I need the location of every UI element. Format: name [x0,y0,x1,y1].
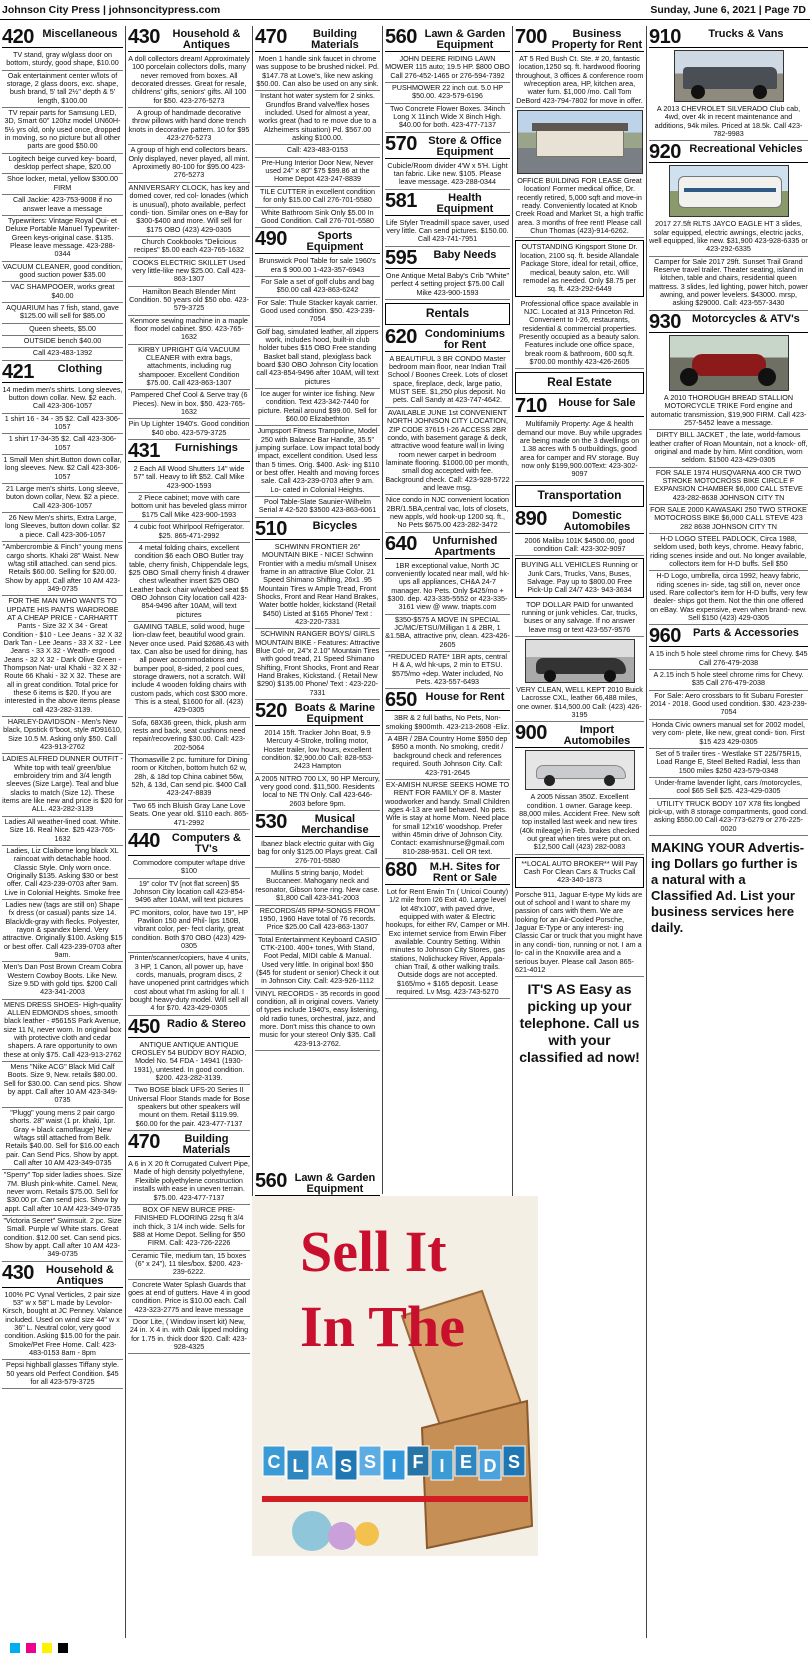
classified-ad: A doll collectors dream! Approximately 100 porcelain collectors dolls, many never removed from boxes. All decorated dresses. Great for resale, childrens' gifts, seniors' gifts. All 100 for $50. 423-276-5273 [128,54,250,108]
publication-name: Johnson City Press | johnsoncitypress.com [2,4,221,16]
classified-ad: Lot for Rent Erwin Tn ( Unicoi County) 1/2 mile from I26 Exit 40. Large level lot 48'x100', with paved drive, equipped with water & Electric hookups, for either RV, Camper or MH. Exc internet service from Erwin Fiber available. Country Setting. Within minutes to Johnson City Stores, gas stations, Nolichuckey River, Appala- chian Trail, & other walking trails. Outside dogs are not accepted. $165/mo + $165 deposit. Lease required. Lv Msg. 423-743-5270 [385,887,510,999]
category-header-890: 890 Domestic Automobiles [515,510,644,534]
magenta-swatch [26,1643,36,1653]
banner-letter: F [412,1452,424,1472]
classified-ad: Commodore computer w/tape drive $100 [128,858,250,879]
classified-ad: Queen sheets, $5.00 [2,324,123,336]
classified-ad: Pampered Chef Cool & Serve tray (6 Pieces). New in box. $50. 423-765-1632 [128,390,250,419]
classified-ad: FOR SALE 1974 HUSQVARNA 400 CR TWO STROKE MOTOCROSS BIKE CIRCLE F EXPANSION CHAMBER $6,000 CALL STEVE 423-282-8638 JOHNSON CITY TN [649,468,808,505]
classified-ad: EX-AMISH NURSE SEEKS HOME TO RENT FOR FAMILY OF 8. Master woodworker and handy. Small Children ages 4-13 are well behaved. No pets. Wife is stay at home Mom. Need place for small 12'x16' woodshop. Prefer within 45min drive of Johnson City. Contact: examishnurse@gmail.com 810-288-9531. Cell OR text. [385,780,510,859]
classified-ad: Ibanez black electric guitar with Gig bag for only $125.00 Plays great. Call 276-701-5580 [255,839,380,868]
classified-ad: Shoe locker, metal, yellow $300.00 FIRM [2,174,123,195]
classified-ad: Mullins 5 string banjo, Model: Buccaneer. Mahogany neck and resonator, Gibson tone ring. New case. $1,800 Call 423-341-2003 [255,868,380,905]
classified-ad: Ladies new (tags are still on) Shape fx dress (or casual) pants size 14. Black/dk-gray with flecks. Polyester, rayon & spandex blend. Very attractive. Originally $100. Asking $15 or best offer. Call 423-239-0703 after 9am. [2,900,123,962]
classified-ad: Nice condo in NJC convenient location 2BR/1.5BA,central vac, lots of closets, new appls, w/d hook-up 1200 sq. ft., No Pets $675.00 423-282-3472 [385,495,510,532]
classified-ad: TILE CUTTER in excellent condition for only $15.00 Call 276-701-5580 [255,187,380,208]
classified-ad: Moen 1 handle sink faucet in chrome was suppose to be brushed nickel. Pd. $147.78 at Lowe's, like new asking $50.00. Can also be used on any sink. [255,54,380,91]
classified-ad: 26 New Men's shirts, Extra Large, long Sleeves, button down collar. $2 a piece. Call 423-306-1057 [2,513,123,542]
banner-letter: A [315,1452,329,1472]
sell-it-in-the-classifieds-banner [252,1196,538,1556]
category-header-560-b: 560 Lawn & Garden Equipment [255,1172,380,1196]
category-header-570: 570 Store & Office Equipment [385,135,510,159]
classified-ad: A 2005 Nissan 350Z. Excellent condition. 1 owner. Garage keep. 88,000 miles. Accident Free. New soft top installed last week and new tires (40k mileage) in Feb. brakes checked out great when tires were put on. $12,500 Call (423) 282-0083 [515,792,644,854]
classified-ad: Ladies, Liz Claiborne long black XL raincoat with detachable hood. Classic Style. Only worn once. Originally $135. Asking $30 or best offer. Call 423-239-0703 after 9am. Live in Colonial Heights. Smoke free [2,846,123,900]
classified-ad: Ladies All weather-lined coat. White. Size 16. Real Nice. $25 423-765-1632 [2,817,123,846]
classified-ad: Ceramic Tile, medium tan, 15 boxes (6" x 24"), 11 tiles/box. $200. 423-239-6222. [128,1251,250,1280]
classified-ad: 2 Each All Wood Shutters 14" wide 57" tall. Heavy to lift $52. Call Mike 423-900-1593 [128,464,250,493]
category-header-430: 430 Household & Antiques [2,1264,123,1288]
classified-ad: Pool Table-Slate Saunier-Wilhelm Serial # 42-520 $3500 423-863-6061 [255,497,380,518]
classified-ad: Thomasville 2 pc. furniture for Dining room or Kitchen, bottom hutch 62 w, 28h, & 18d top China cabinet 56w, 52h, & 13d, Can send pic. $400 Call 423-247-8839 [128,755,250,801]
promo-easy-as-picking: IT'S AS Easy as picking up your telephone. Call us with your classified ad now! [519,981,640,1066]
classified-ad: Total Entertainment Keyboard CASIO CTK-2100. 400+ tones, With Stand, Foot Pedal, MIDI cable & Manual. Used very little. In original box! $50 ($45 for student or senior) Check it out in Johnson City. Call: 423-926-1112 [255,935,380,989]
banner-letter: S [507,1452,521,1472]
trike-motorcycle-photo [669,335,789,391]
classified-ad: 1BR exceptional value, North JC conveniently located near mall, w/d hk-ups all appliances, CH&A 24-7 manager. No Pets. Only $425/mo + $300. dep. 423-335-5552 or 423-335-3161 view @ www. triapts.com [385,561,510,615]
section-band-rentals: Rentals [385,303,510,325]
classified-ad: 21 Large men's shirts. Long sleeve, buton down collar, New. $2 a piece. Call 423-306-1057 [2,484,123,513]
category-header-595: 595 Baby Needs [385,249,510,269]
banner-word-in-the: In The [300,1294,465,1359]
category-header-520: 520 Boats & Marine Equipment [255,702,380,726]
classified-ad: TV stand, gray w/glass door on bottom, sturdy, good shape, $10.00 [2,50,123,71]
yellow-swatch [42,1643,52,1653]
classified-ad: FOR THE MAN WHO WANTS TO UPDATE HIS PANTS WARDROBE AT A CHEAP PRICE - CARHARTT Pants - Size 32 X 34 - Great Condition - $10 - Lee Jeans - 32 X 32 Dark Tan - Lee Jeans - 33 X 32 - Lee Jeans - 33 X 32 - Weath- ergood Jeans - 32 X 32 - Dark Olive Green - Thompson Nat- ural Khaki - 32 X 32 - Route 66 Khaki - 32 X 32. These are all in great condition. Total price for these 6 items is $20. If you are interested in the above items please call 423-282-3139. [2,596,123,717]
classified-ad: "Sperry" Top sider ladies shoes. Size 7M. Blush pink-white. Camel. New, never worn. Retails $75.00. Sell for $30.00 pr. Can send pics. Show by appt. Call after 10 AM 423-349-0735 [2,1170,123,1216]
banner-letter: I [439,1456,445,1476]
classified-ad: A 6 in X 20 ft Corrugated Culvert Pipe, Made of high density polyethylene, Flexible polyethylene construction installs with ease in uneven terrain. $75.00. 423-477-7137 [128,1159,250,1205]
classified-ad: Golf bag, simulated leather, all zippers work, includes hood, built-in club holder tubes $15 OBO Free standing Basket ball stand, plexiglass back board $30 OBO Johnson City location call 423-854-9496 after 10AM, will text pictures [255,327,380,389]
banner-word-sell-it: Sell It [300,1219,447,1284]
classified-ad: BOX OF NEW BURCE PRE-FINISHED FLOORING 22sq ft 3/4 inch thick, 3 1/4 inch wide. Sells for $88 at Home Depot. Selling for $50 FIRM. Call: 423-726-2226 [128,1205,250,1251]
classified-ad: Typewriters: Vintage Royal Qui- et Deluxe Portable Manuel Typewriter-Green keys-original case. $135. Please leave message. 423-288-0344 [2,216,123,262]
classified-ad: Mens "Nike ACG" Black Mid Calf Boots. Size 9, New. retails $80.00. Sell for $30.00. Can send pics. Show by appt. Call after 10 AM 423-349-0735 [2,1062,123,1108]
classified-ad: One Antique Metal Baby's Crib "White" perfect 4 setting project $75.00 Call Mike 423-900-1593 [385,271,510,300]
category-header-620: 620 Condominiums for Rent [385,328,510,352]
classified-ad: 1 Small Men shirt.Button down collar, long sleeves. New. $2 Call 423-306-1057 [2,455,123,484]
classified-ad: TV repair parts for Samsung LED, 3D, Smart 60" 120hz model UN60H- 5½ yrs old, only used once, dropped in moving, so no picture but all other parts are good $50.00 [2,108,123,154]
category-header-960: 960 Parts & Accessories [649,627,808,647]
classified-ad: Pin Up Lighter 1940's. Good condition $40 obo. 423-579-3725 [128,419,250,440]
classified-ad: ANTIQUE ANTIQUE ANTIQUE CROSLEY 54 BUDDY BOY RADIO, Model No. 54 FDA - 14941 (1930-1931), untested. In good condition. $200. 423-282-3139. [128,1040,250,1086]
banner-letter: E [459,1452,473,1472]
column-6 [646,26,810,1638]
classified-ad: DIRTY BILL JACKET , the late, world-famous leather crafter of Roan Mountain, not a knock- off, original and made by him. Mint condition, worn seldom. $1500 423-429-0305 [649,430,808,467]
classified-ad: H-D LOGO STEEL PADLOCK, Circa 1988, seldom used, both keys, chrome. Heavy fabric, riding scenes inside and out. No longer available, collectors item for H-D buffs. Sell $50 [649,534,808,571]
classified-ad: Hamilton Beach Blender Mint Condition. 50 years old $50 obo. 423-579-3725 [128,287,250,316]
classified-ad: White Bathroom Sink Only $5.00 In Good Condition. Call 276-701-5580 [255,208,380,229]
classified-ad: 3BR & 2 full baths, No Pets, Non-smoking $900mth. 423-213-2608 -Eliz. [385,713,510,734]
category-header-420: 420 Miscellaneous [2,28,123,48]
category-header-920: 920 Recreational Vehicles [649,143,808,163]
classified-ad: Two Concrete Flower Boxes. 34inch Long X 11inch Wide X 8inch High. $40.00 for both. 423-477-7137 [385,104,510,133]
classified-ad: OFFICE BUILDING FOR LEASE Great location! Former medical office, Dr. recently retired, 5,000 sqft and move-in ready. Conveniently located at Knob Creek Road and Market St, a high traffic area. 3 months of free rent! Please call Chun Thomas (423)-914-6262. [515,176,644,238]
classified-ad: Men's Dan Post Brown Cream Cobra Western Cowboy Boots. Like New. Size 9.5D with gold tips. $200 Call 423-341-2003 [2,962,123,999]
category-header-650: 650 House for Rent [385,691,510,711]
column-3-continued [252,1170,382,1196]
banner-letter: S [339,1456,353,1476]
jayco-rv-photo [669,165,789,217]
classified-ad: Call: 423-483-0153 [255,145,380,157]
category-header-430: 430 Household & Antiques [128,28,250,52]
category-header-710: 710 House for Sale [515,397,644,417]
buick-car-photo [525,639,635,683]
classified-ad: A 2.15 inch 5 hole steel chrome rims for Chevy. $35 Call 276-479-2038 [649,670,808,691]
classified-ad: For Sale: Aero crossbars to fit Subaru Forester 2014 - 2018. Good used condition. $30. 423-239-7054 [649,691,808,720]
category-header-490: 490 Sports Equipment [255,230,380,254]
classified-ad: H-D Logo, umbrella, circa 1992, heavy fabric, riding scenes in- side, tag still on, never once used. Rare collector's item for H-D buffs, very few dealer- ships got them. Not the thin one offered on eBay. Was expensive, even when brand- new. Sell $150 (423) 429-0305 [649,571,808,625]
classified-ad: SCHWINN FRONTIER 26" MOUNTAIN BIKE - NICE! Schwinn Frontier with a mediu m/small Unisex frame in an attractive Blue Color. 21 Speed Shimano Shifting, 26x1 .95 Mountain Tires w Ample Tread, Front Shocks, Front and Rear Hand Brakes, Water bottle holder, kickstand (Retail $450) Listed at $165 Phone/ Text : 423-220-7331 [255,542,380,629]
classified-ad: Door Lite, ( Window insert kit) New, 24 in. X 4 in. with Oak lipped molding for 1.75 in. thick door $20. Call: 423-928-4325 [128,1317,250,1354]
classified-ad: LADIES ALFRED DUNNER OUTFIT - White top with teal/ green/blue embroidery trim and 3/4 length sleeves (Size Large). Teal and blue slacks to match (Size 12). These items are like new and price is $20 for ALL. 423-282-3139 [2,754,123,816]
classified-ad: Concrete Water Splash Guards that goes at end of gutters. Have 4 in good condition. Price is $10.00 each. Call 423-323-2775 and leave message [128,1280,250,1317]
banner-letter: S [363,1452,377,1472]
classified-ad: "Plugg" young mens 2 pair cargo shorts. 28" waist (1 pr. khaki, 1pr. Gray + black camoflauge) New w/tags still attached from Belk. Retails $40.00. Sell for $16.00 each pair. Can Send Pics. Show by appt. Call after 10 AM 423-349-0735 [2,1108,123,1170]
banner-artwork [252,1196,538,1556]
classified-ad: $350-$575 A MOVE IN SPECIAL JC/MC/ETSU/Milligan 1 & 2BR, 1 &1.5BA, attractive priv, clean. 423-426-2605 [385,615,510,652]
column-1 [0,26,125,1638]
category-header-680: 680 M.H. Sites for Rent or Sale [385,861,510,885]
category-header-421: 421 Clothing [2,363,123,383]
classified-ad: Camper for Sale 2017 29ft. Sunset Trail Grand Reserve travel trailer. Theater seating, island in kitchen, table and chairs, residential queen mattress. 3 slides, led lighting, power hitch, power awning, and power levelers. $43000. mrsp, asking $29000. Call: 423-557-3430 [649,257,808,311]
classified-ad: 2 Piece cabinet; move with care bottom unit has beveled glass mirror $175 Call Mike 423-900-1593 [128,493,250,522]
column-2 [125,26,252,1638]
category-header-470: 470 Building Materials [255,28,380,52]
category-header-910: 910 Trucks & Vans [649,28,808,48]
promo-making-your-ad-dollars: MAKING YOUR Advertis- ing Dollars go further is a natural with a Classified Ad. List your business services here daily. [651,839,805,935]
section-band-real-estate: Real Estate [515,372,644,394]
classified-ad: "Victoria Secret" Swimsuit. 2 pc. Size Small. Purple w/ White stars. Great condition. $12.00 set. Can send pics. Show by appt. Call after 10 AM 423-349-0735 [2,1216,123,1262]
classified-ad: "Ambercrombie & Finch" young mens cargo shorts. Khaki 28" Waist. New w/tag still attached. can send pics. Retails $60.00. Selling for $20.00. Show by appt. Call after 10 AM 423-349-0735 [2,542,123,596]
classified-ad: AVAILABLE JUNE 1st CONVENIENT NORTH JOHNSON CITY LOCATION, ZIP CODE 37615 I-26 ACCESS 2BR condo, with basement garage & deck, attractive wood feature wall in living room newer carpet in bedroom laminate flooring. $1000.00 per month, small dog accepted with fee. Background check. Call: 423-928-5722 and leave msg. [385,408,510,495]
classified-ad: 19" color TV [not flat screen] $5 Johnson City location call 423-854-9496 after 10AM, will text pictures [128,879,250,908]
classified-ad: 1 shirt 16 - 34 - 35 $2. Call 423-306-1057 [2,414,123,435]
category-header-560: 560 Lawn & Garden Equipment [385,28,510,52]
category-header-930: 930 Motorcycles & ATV's [649,313,808,333]
issue-date-page: Sunday, June 6, 2021 | Page 7D [650,4,806,16]
classified-ad: VAC SHAMPOOER, works great $40.00 [2,282,123,303]
classified-ad: Brunswick Pool Table for sale 1960's era $ 900.00 1-423-357-6943 [255,256,380,277]
classified-ad: GAMING TABLE, solid wood, huge lion-claw feet, beautiful wood grain. Never once used. Paid $2686.43 with tax. Can also be used for dining, has all power accommodations and bumper pool, 8-sided, 2 pool cues, storage drawers, not a scratch. Will include 4 wooden folding chairs with custom pads, which cost $300 more. This is a steal, $1600 for all. (423) 429-0305 [128,622,250,718]
classified-ad: Logitech beige curved key- board, desktop perfect shape, $20.00 [2,154,123,175]
classified-ad: AT 5 Red Bush Ct. Ste. # 20, fantastic location,1250 sq. ft. hardwood flooring throughout, 3 offices & conference room w/reception area, HP, kitchen area, water furn. $1,000 /mo. Call Tom DeBord 423-794-7802 for move in offer. [515,54,644,108]
classified-ad: Instant hot water system for 2 sinks. Grundfos Brand valve/flex hoses included. Used for almost a year, works great (had to re move due to a Alzheimers situation) Pd. $567.00 asking $100.00. [255,91,380,145]
silverado-truck-photo [674,50,784,102]
classified-ad: Cubicle/Room divider 4'W x 5'H. Light tan fabric. Like new. $105. Please leave message. 423-288-0344 [385,161,510,190]
black-swatch [58,1643,68,1653]
classified-ad: A group of high end collectors bears. Only displayed, never played, all mint. Aproximetly 80-100 for $95.00 423-276-5273 [128,145,250,182]
classified-ad: KIRBY UPRIGHT G/4 VACUUM CLEANER with extra bags, attachments, including rug shampooer. Excellent Condition $75.00. Call 423-863-1307 [128,345,250,391]
classified-ad: Multifamily Property: Age & health demand our move. Buy while upgrades are being made on the 3 dwellings on 1.38 acres with 5 outbuildings, good area for camper and RV storage. Buy now only $199,900.00Text: 423-302-9097 [515,419,644,481]
classified-ad: A 4BR / 2BA Country Home $950 dep $950 a month. No smoking, credit / background check and references required. South Johnson City. Call: 423-791-2645 [385,734,510,780]
classified-ad: A 2010 THOROUGH BREAD STALLION MOTORCYCLE TRIKE Ford engine and automatic transmission, $19,900 FIRM. Call 423-257-5452 leave a message. [649,393,808,430]
column-5 [512,26,646,1196]
classified-ad: Printer/scanner/copiers, have 4 units, 3 HP, 1 Canon, all power up, have cords, manuals, program discs, 2 have unopened print cartridges which cost about what I'm asking for all. I bought heavy-duty model. Will sell all 4 for $70. 423-429-0305 [128,953,250,1015]
banner-letter: C [267,1452,281,1472]
classified-ad: 100% PC Vynal Verticles, 2 pair size 53" w x 58" L made by Levolor-Kirsch, bought at JC Penney. Valance included. Used on wind size 44" w x 36" L. Neutral color, very good condition. Asking $15.00 for the pair. Smoke/Pet Free Home. Call: 423-483-0153 8am - 8pm [2,1290,123,1361]
category-header-700: 700 Business Property for Rent [515,26,643,51]
category-header-900: 900 Import Automobiles [515,724,644,748]
classified-ad: For Sale: Thule Stacker kayak carrier. Good used condition. $50. 423-239-7054 [255,298,380,327]
banner-letter: D [483,1456,497,1476]
classified-ad: COOKS ELECTRIC SKILLET Used very little-like new $25.00. Call 423-863-1307 [128,258,250,287]
category-header-530: 530 Musical Merchandise [255,813,380,837]
cyan-swatch [10,1643,20,1653]
classified-ad-boxed: **LOCAL AUTO BROKER** Will Pay Cash For Clean Cars & Trucks Call 423-340-1873 [515,857,644,888]
category-header-431: 431 Furnishings [128,442,250,462]
classified-ad: A group of handmade decorative throw pillows with hand done trench knots in decorative pattern. 10 for $95 423-276-5273 [128,108,250,145]
classified-ad: Under-frame lavender light, cars /motorcycles, cool $65 Sell $25. 423-429-0305 [649,778,808,799]
classified-ad: A BEAUTIFUL 3 BR CONDO Master bedroom main floor, near Indian Trail School / Boones Creek. Lots of closet space, fireplace, deck, large patio, MUST SEE. $1,250 plus deposit. No pets. Call Sandy at 423-747-4642. [385,354,510,408]
classified-ad: AQUARIUM has 7 fish, stand, gave $125.00 will sell for $85.00 [2,303,123,324]
banner-letter: I [391,1456,397,1476]
office-building-photo [517,110,643,174]
classified-ad: A 2005 NITRO 700 LX, 90 HP Mercury, very good cond. $11,500. Residents local to NE TN Only. Call 423-646-2603 before 9pm. [255,774,380,811]
column-4 [382,26,512,1194]
classified-ad: 14 medim men's shirts. Long sleeves, button down collar. New. $2 each. Call 423-306-1057 [2,385,123,414]
classified-ad: Jumpsport Fitness Trampoline, Model 250 with Balance Bar Handle, 35.5" jumping surface. Low impact total body impact, excellent condition. Used less than 5 times. Orig. $400. Ask- ing $110 or best offer. Health and moving forces sale. Call 423-239-0703 after 9 am. Lo- cated in Colonial Heights. [255,426,380,497]
classified-ad: Set of 5 trailer tires - Westlake ST 225/75R15, Load Range E, Steel Belted Radial, less than 1500 miles $250 423-579-0348 [649,749,808,778]
classified-ad: Professional office space available in NJC. Located at 313 Princeton Rd. Convenient to I-26, restaurants, residential & commercial properties. Presently occupied as a beauty salon. Features include one office space, break room & bathroom, 600 sq.ft. $700.00 monthly 423-426-2605 [515,299,644,370]
section-band-transportation: Transportation [515,485,644,507]
color-registration-marks [0,1640,810,1656]
page-header [0,0,810,20]
classified-ad: Sofa, 68X36 green, thick, plush arm rests and back, seat cushions need repair/recovering $30.00. Call: 423-202-5064 [128,718,250,755]
classified-ad: VERY CLEAN, WELL KEPT 2010 Buick Lacrosse CXL, leather 66,488 miles, one owner. $14,500.00 Call: (423) 426-3195 [515,685,644,722]
classified-ad: Two BOSE black UFS-20 Series II Universal Floor Stands made for Bose speakers but other speakers will mount on them. Retail $119.99. $60.00 for the pair. 423-477-7137 [128,1085,250,1131]
classified-ad: TOP DOLLAR PAID for unwanted running or junk vehicles. Car, trucks, buses or any salvage. If no answer leave msg or text 423-557-9576 [515,600,644,637]
category-header-440: 440 Computers & TV's [128,832,250,856]
category-header-470: 470 Building Materials [128,1133,250,1157]
classified-ad: Call Jackie: 423-753-9008 if no answer leave a message [2,195,123,216]
classified-ad: Pre-Hung Interior Door New, Never used 24" x 80" $75 $99.86 at the Home Depot 423-247-8839 [255,158,380,187]
nissan-350z-photo [525,750,635,790]
category-header-640: 640 Unfurnished Apartments [385,535,510,559]
classified-ad: Life Styler Treadmill space saver, used very little. Can send pictures. $150.00. Call 423-741-7951 [385,218,510,247]
classified-ad: UTILITY TRUCK BODY 107 X78 fits longbed pick-up, with 8 storage compartments, good cond. asking $550.00 Call 423-773-6279 or 276-225-0020 [649,799,808,836]
classified-ad: Honda Civic owners manual set for 2002 model, very com- plete, like new, great condi- tion. First $15 423 429-0305 [649,720,808,749]
classified-ad: FOR SALE 2000 KAWASAKI 250 TWO STROKE MOTOCROSS BIKE $6,000 CALL STEVE 423 282 8638 JOHNSON CITY TN [649,505,808,534]
classified-ad: VINYL RECORDS - 35 records in good condition, all in original covers. Variety of types include 1940's, easy listening, old radio tunes, orchestral, jazz, and more. Don't miss this chance to own music for your stereo! Only $35. Call 423-913-2762. [255,989,380,1051]
classified-ad: Oak entertainment center w/lots of storage, 2 glass doors, exc. shape, bush brand, 5' tall 2½" depth & 5' length, $100.00 [2,71,123,108]
classified-ad: RECORDS/45 RPM-SONGS FROM 1950, 1960 Have total of 76 records. Price $25.00 Call 423-863-1307 [255,906,380,935]
category-header-581: 581 Health Equipment [385,192,510,216]
classified-ad: OUTSIDE bench $40.00 [2,336,123,348]
classified-ad: Porsche 911, Jaguar E-type My kids are out of school and I want to share my passion of cars with them. We are looking for an Air-Cooled Porsche, Jaguar E-Type or any interest- ing Classic Car or truck that you might have in any condi- tion, running or not. I am a lo- cal in the Knoxville area and a serious buyer. Please call Jason 865-621-4012 [515,890,644,977]
category-header-510: 510 Bicycles [255,520,380,540]
classified-ad: A 2013 CHEVROLET SILVERADO Club cab, 4wd, over 4k in recent maintenance and additions, 94k miles. Priced at 18.5k. Call 423-782-9983 [649,104,808,141]
classified-ad: 2014 15ft. Tracker John Boat, 9.9 Mercury 4-Stroke, trolling motor, Hoster trailer, low hours, excellent condition. $2,900.00 Call: 828-553-2423 Hampton [255,728,380,774]
banner-letter: L [292,1456,304,1476]
classified-ad: Two 65 inch Bluish Gray Lane Love Seats. One year old. $110 each. 865-471-2992 [128,801,250,830]
classified-ad: A 15 inch 5 hole steel chrome rims for Chevy. $45 Call 276-479-2038 [649,649,808,670]
classified-ad-boxed: BUYING ALL VEHICLES Running or Junk Cars, Trucks, Vans, Buses, Salvage. Pay up to $800.00 Free Pick-Up Call 24/7 423- 943-3634 [515,558,644,597]
classified-ad: 4 cubic foot Whirlpool Refrigerator. $25. 865-471-2992 [128,522,250,543]
classified-ad: PC monitors, color, have two 19", HP Pavilion 150 and Phil- lips 150B, vibrant color, per- fect clarity, great condition. Both $70 OBO (423) 429-0305 [128,908,250,954]
classified-ad: Church Cookbooks "Delicious recipes" $5.00 each 423-765-1632 [128,237,250,258]
classified-ad: PUSHMOWER 22 inch cut. 5.0 HP $50.00. 423-579-6196 [385,83,510,104]
classified-ad: 2017 27.5ft RLTS JAYCO EAGLE HT 3 slides, solar equipped, electric awnings, electric jacks, well equipped, like new. $31,900 423-928-6335 or 423-292-6335 [649,219,808,256]
classified-ad: *REDUCED RATE* 1BR apts, central H & A, w/d hk-ups, 2 min to ETSU. $575/mo +dep. Water included, No Pets. 423-557-6493 [385,652,510,689]
classified-ad: JOHN DEERE RIDING LAWN MOWER 115 auto; 19.5 HP. $800 OBO Call 276-452-1465 or 276-594-7392 [385,54,510,83]
classified-ad: 1 shirt 17-34-35 $2. Call 423-306-1057 [2,434,123,455]
classified-ad: ANNIVERSARY CLOCK, has key and domed cover, red col- lonades (which is unusual), photo available, perfect condi- tion. Similar ones on e-Bay for $300-$400 and more. Will sell for $175 OBO (423) 429-0305 [128,183,250,237]
column-3 [252,26,382,1194]
classified-ad: Call 423-483-1392 [2,348,123,360]
category-header-450: 450 Radio & Stereo [128,1018,250,1038]
classified-ad: Kenmore sewing machine in a maple floor model cabinet. $50. 423-765-1632 [128,316,250,345]
classified-ad: 2006 Malibu 101K $4500.00, good condition Call: 423-302-9097 [515,536,644,557]
classified-ad: HARLEY-DAVIDSON - Men's New black, Dpstick 6"boot, style #D91610, Size 10.5 M. Asking only $50. Call 423-913-2762 [2,717,123,754]
classified-ad: For Sale a set of golf clubs and bag $50.00 call 423-863-6242 [255,277,380,298]
classified-ad: SCHWINN RANGER BOYS/ GIRLS MOUNTAIN BIKE - Features: Attractive Blue Col- or, 24"x 2.10" Mountain Tires with good tread, 21 Speed Shimano Shifting, Front Shocks, Front and Rear Hand Brakes, Kickstand. ( Retail New $290) $135.00 Phone/ Text : 423-220-7331 [255,629,380,700]
classified-ad: Ice auger for winter ice fishing. New condition. Text 423-342-7440 for picture. Retail around $99.00. Sell for $60.00 Elizabethton [255,389,380,426]
classified-ad: 4 metal folding chairs, excellent condition $6 each OBO Butler tray table, cherry finish, Chippendale legs, $25 OBO Small cherry finish 4 drawer chest w/leather insert $25 OBO Leather back chair w/webbed seat $5 OBO Johnson City location call 423-854-9496 after 10AM, will text pictures [128,543,250,622]
classified-ad: VACUUM CLEANER, good condition, good suction power $35.00 [2,262,123,283]
classified-ad: MENS DRESS SHOES- High-quality ALLEN EDMONDS shoes, smooth black leather - #5615S Park Avenue, size 11 N, never worn. In original box with protective cloth and cedar shapers. A rare opportunity to own these at only $75. Call 423-913-2762 [2,1000,123,1062]
classified-ad-boxed: OUTSTANDING Kingsport Stone Dr. location, 2100 sq. ft. beside Allandale Package Store, ideal for retail, office, medical, beauty salon, etc. Will remodel as needed. Only $8.75 per sq. ft. 423-292-6449 [515,240,644,296]
classified-ad: Pepsi highball glasses Tiffany style. 50 years old Perfect Condition. $45 for all 423-579-3725 [2,1360,123,1389]
